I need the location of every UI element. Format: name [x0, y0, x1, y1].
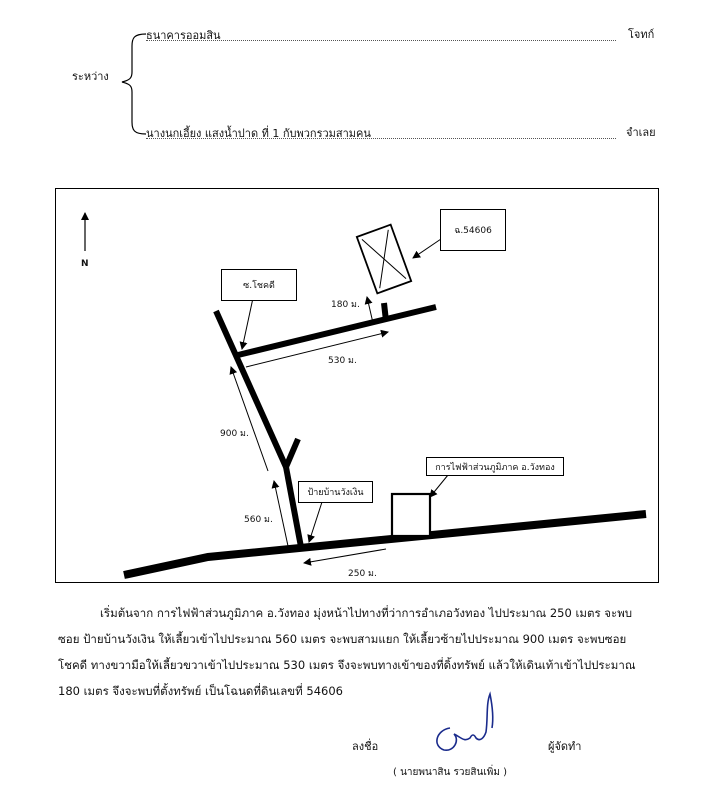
defendant-line	[146, 124, 616, 139]
description-line-4: 180 เมตร จึงจะพบที่ตั้งทรัพย์ เป็นโฉนดที่ดินเลขที่ 54606	[58, 684, 343, 698]
electricity-office-building	[392, 494, 430, 536]
sign-label: ลงชื่อ	[352, 740, 379, 753]
distance-250-label: 250 ม.	[348, 569, 377, 579]
north-label: N	[81, 259, 89, 269]
plaintiff-line	[146, 26, 616, 41]
property-parcel	[357, 225, 411, 294]
dist-arrow-250	[304, 549, 386, 563]
property-label: ฉ.54606	[440, 209, 506, 251]
main-road	[124, 514, 646, 575]
distance-180-label: 180 ม.	[331, 300, 360, 310]
alley-chokdee-label: ซ.โชคดี	[221, 269, 297, 301]
dist-arrow-560	[274, 481, 288, 546]
signature-scribble	[420, 688, 500, 756]
road-soi-wangngoen	[286, 467, 301, 547]
plaintiff-role: โจทก์	[628, 28, 655, 41]
pointer-property	[413, 239, 441, 258]
description-line-1: เริ่มต้นจาก การไฟฟ้าส่วนภูมิภาค อ.วังทอง มุ่งหน้าไปทางที่ว่าการอำเภอวังทอง ไปประมาณ 250 เมตร จะพบ	[100, 606, 633, 620]
signatory-name: ( นายพนาสิน รวยสินเพิ่ม )	[393, 767, 508, 778]
pointer-wangngoen	[309, 502, 322, 542]
ban-wangngoen-label: ป้ายบ้านวังเงิน	[298, 481, 373, 503]
road-to-chokdee	[216, 311, 286, 467]
description-line-3: โชคดี ทางขวามือให้เลี้ยวขวาเข้าไปประมาณ 530 เมตร จึงจะพบทางเข้าของที่ดิ้งทรัพย์ แล้วให้เดินเท้าเข้าไปประมาณ	[58, 658, 636, 672]
route-description	[58, 600, 668, 704]
map-drawing	[56, 189, 658, 582]
between-label: ระหว่าง	[72, 70, 109, 83]
defendant-role: จำเลย	[626, 126, 656, 139]
description-line-2: ซอย ป้ายบ้านวังเงิน ให้เลี้ยวเข้าไปประมาณ 560 เมตร จะพบสามแยก ให้เลี้ยวซ้ายไปประมาณ 900 เมตร จะพบซอย	[58, 632, 627, 646]
brace-icon	[118, 32, 148, 136]
road-branch-stub	[286, 439, 298, 467]
plaintiff-name: ธนาคารออมสิน	[146, 29, 221, 42]
signature-role: ผู้จัดทำ	[548, 740, 582, 753]
road-soi-chokdee	[238, 307, 436, 355]
dist-arrow-180	[367, 297, 373, 323]
distance-560-label: 560 ม.	[244, 515, 273, 525]
pointer-electricity	[430, 475, 448, 497]
distance-900-label: 900 ม.	[220, 429, 249, 439]
electricity-office-label: การไฟฟ้าส่วนภูมิภาค อ.วังทอง	[426, 457, 564, 476]
defendant-name: นางนกเอี้ยง แสงน้ำปาด ที่ 1 กับพวกรวมสามคน	[146, 127, 371, 140]
location-map	[55, 188, 659, 583]
pointer-chokdee	[242, 298, 253, 349]
distance-530-label: 530 ม.	[328, 356, 357, 366]
road-property-entrance	[384, 303, 386, 321]
